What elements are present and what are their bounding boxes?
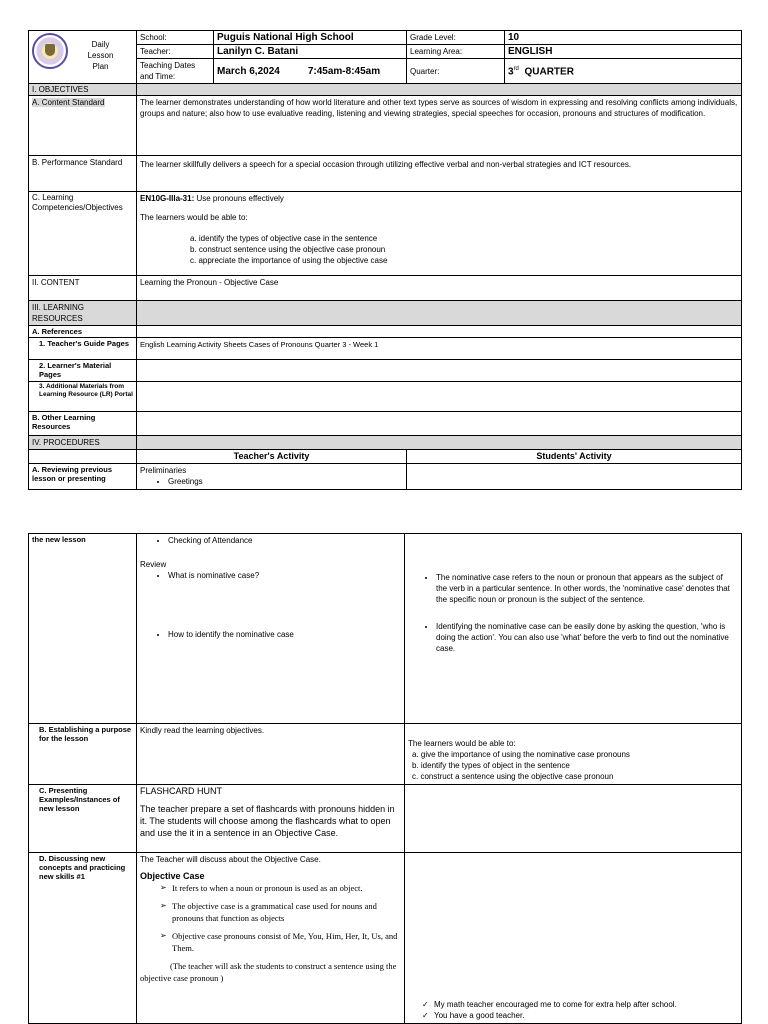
objective-case-point: ➢ It refers to when a noun or pronoun is used as an object. (160, 882, 401, 894)
presenting-label: C. Presenting Examples/Instances of new lesson (29, 785, 137, 853)
teacher-activity-header: Teacher's Activity (137, 450, 407, 464)
purpose-teacher-cell: Kindly read the learning objectives. (137, 724, 405, 785)
reviewing-teacher-cell (137, 464, 407, 490)
greetings-item: • Greetings (168, 476, 403, 487)
flashcard-title: FLASHCARD HUNT (140, 786, 223, 796)
review-question-2: • How to identify the nominative case (168, 629, 401, 640)
header-logo-cell (29, 31, 137, 84)
discussing-intro: The Teacher will discuss about the Objective Case. (140, 855, 321, 864)
flashcard-body: The teacher prepare a set of flashcards with pronouns hidden in it. The students will choose among the flashcards what to open and use the it in a sentence in an Objective Case. (140, 804, 395, 838)
students-activity-header: Students' Activity (407, 450, 742, 464)
competency-code: EN10G-IIIa-31: Use pronouns effectively (140, 194, 284, 203)
references-value (137, 326, 742, 338)
competency-able-to: The learners would be able to: (140, 213, 248, 222)
review-question-1: • What is nominative case? (168, 570, 401, 581)
purpose-student-intro: The learners would be able to: (408, 739, 516, 748)
school-value: Puguis National High School (214, 31, 407, 45)
presenting-teacher-cell (137, 785, 405, 853)
objective-case-title: Objective Case (140, 871, 205, 881)
school-label: School: (137, 31, 214, 45)
attendance-item: • Checking of Attendance (168, 535, 401, 546)
area-value: ENGLISH (505, 45, 742, 59)
review-teacher-cell (137, 534, 405, 724)
procedures-heading: IV. PROCEDURES (29, 436, 137, 450)
reviewing-student-cell (407, 464, 742, 490)
reviewing-label: A. Reviewing previous lesson or presenting (29, 464, 137, 490)
competency-item: c. appreciate the importance of using the objective case (190, 256, 388, 265)
grade-label: Grade Level: (407, 31, 505, 45)
objectives-heading-row (29, 84, 742, 96)
example-sentences (408, 999, 738, 1021)
document-title: Daily Lesson Plan (87, 40, 114, 71)
teacher-value: Lanilyn C. Batani (214, 45, 407, 59)
additional-materials-value (137, 382, 742, 412)
teacher-label: Teacher: (137, 45, 214, 59)
objective-case-point: ➢ The objective case is a grammatical case used for nouns and pronouns that function as objects (160, 900, 401, 924)
review-answer-1: • The nominative case refers to the noun or pronoun that appears as the subject of the verb in a particular sentence. In other words, the 'nominative case' denotes that the specific noun or pronoun is the subject of the sentence. (436, 572, 732, 605)
review-text: Review (140, 560, 167, 569)
quarter-label: Quarter: (407, 59, 505, 84)
purpose-student-item: a. give the importance of using the nominative case pronouns (412, 750, 630, 759)
procedures-blank (29, 450, 137, 464)
review-answer-2: • Identifying the nominative case can be easily done by asking the question, 'who is doing the action'. You can also use 'what' before the verb to find out the nominative case. (436, 621, 732, 654)
competency-item: a. identify the types of objective case in the sentence (190, 234, 378, 243)
dates-value: March 6,2024 7:45am-8:45am (214, 59, 407, 84)
additional-materials-label: 3. Additional Materials from Learning Resource (LR) Portal (29, 382, 137, 412)
quarter-value: 3rd QUARTER (505, 59, 742, 84)
objectives-heading: I. OBJECTIVES (29, 84, 137, 95)
competencies-label: C. Learning Competencies/Objectives (29, 192, 137, 276)
content-label: II. CONTENT (29, 276, 137, 301)
references-label: A. References (29, 326, 137, 338)
teachers-guide-value: English Learning Activity Sheets Cases of Pronouns Quarter 3 - Week 1 (137, 338, 742, 360)
discussing-label: D. Discussing new concepts and practicing new skills #1 (29, 853, 137, 1024)
resources-heading-fill (137, 301, 742, 326)
learners-material-value (137, 360, 742, 382)
preliminaries-text: Preliminaries (140, 466, 187, 475)
reviewing-label-continued: the new lesson (29, 534, 137, 724)
procedures-heading-fill (137, 436, 742, 450)
learners-material-label: 2. Learner's Material Pages (29, 360, 137, 382)
content-standard-label: A. Content Standard (29, 96, 137, 156)
objective-case-points (140, 882, 401, 954)
discussing-teacher-cell (137, 853, 405, 1024)
grade-value: 10 (505, 31, 742, 45)
other-resources-value (137, 412, 742, 436)
resources-heading: III. LEARNING RESOURCES (29, 301, 137, 326)
deped-seal-icon (32, 33, 68, 69)
competencies-cell (137, 192, 742, 276)
area-label: Learning Area: (407, 45, 505, 59)
objective-case-point: ➢ Objective case pronouns consist of Me, You, Him, Her, It, Us, and Them. (160, 930, 401, 954)
purpose-student-cell (405, 724, 742, 785)
teachers-guide-label: 1. Teacher's Guide Pages (29, 338, 137, 360)
discussing-student-cell (405, 853, 742, 1024)
lesson-plan-table-page-1 (28, 30, 742, 490)
other-resources-label: B. Other Learning Resources (29, 412, 137, 436)
lesson-plan-table-page-2 (28, 533, 742, 1024)
discussing-note: (The teacher will ask the students to construct a sentence using the objective case pronoun ) (140, 961, 397, 983)
performance-standard-label: B. Performance Standard (29, 156, 137, 192)
purpose-label: B. Establishing a purpose for the lesson (29, 724, 137, 785)
purpose-student-item: b. identify the types of object in the sentence (412, 761, 570, 770)
content-value: Learning the Pronoun - Objective Case (137, 276, 742, 301)
review-student-cell (405, 534, 742, 724)
content-standard-text: The learner demonstrates understanding of how world literature and other text types serve as sources of wisdom in expressing and resolving conflicts among individuals, groups and nature; also how to use evaluative reading, listening and viewing strategies, special speeches for occasion, pronouns and structures of modification. (137, 96, 742, 156)
example-sentence: ✓ My math teacher encouraged me to come for extra help after school. (420, 999, 738, 1010)
purpose-student-item: c. construct a sentence using the objective case pronoun (412, 772, 614, 781)
performance-standard-text: The learner skillfully delivers a speech for a special occasion through utilizing effective verbal and non-verbal strategies and ICT resources. (137, 156, 742, 192)
competency-item: b. construct sentence using the objective case pronoun (190, 245, 386, 254)
example-sentence: ✓ You have a good teacher. (420, 1010, 738, 1021)
presenting-student-cell (405, 785, 742, 853)
competency-items (140, 233, 738, 266)
dates-label: Teaching Dates and Time: (137, 59, 214, 84)
